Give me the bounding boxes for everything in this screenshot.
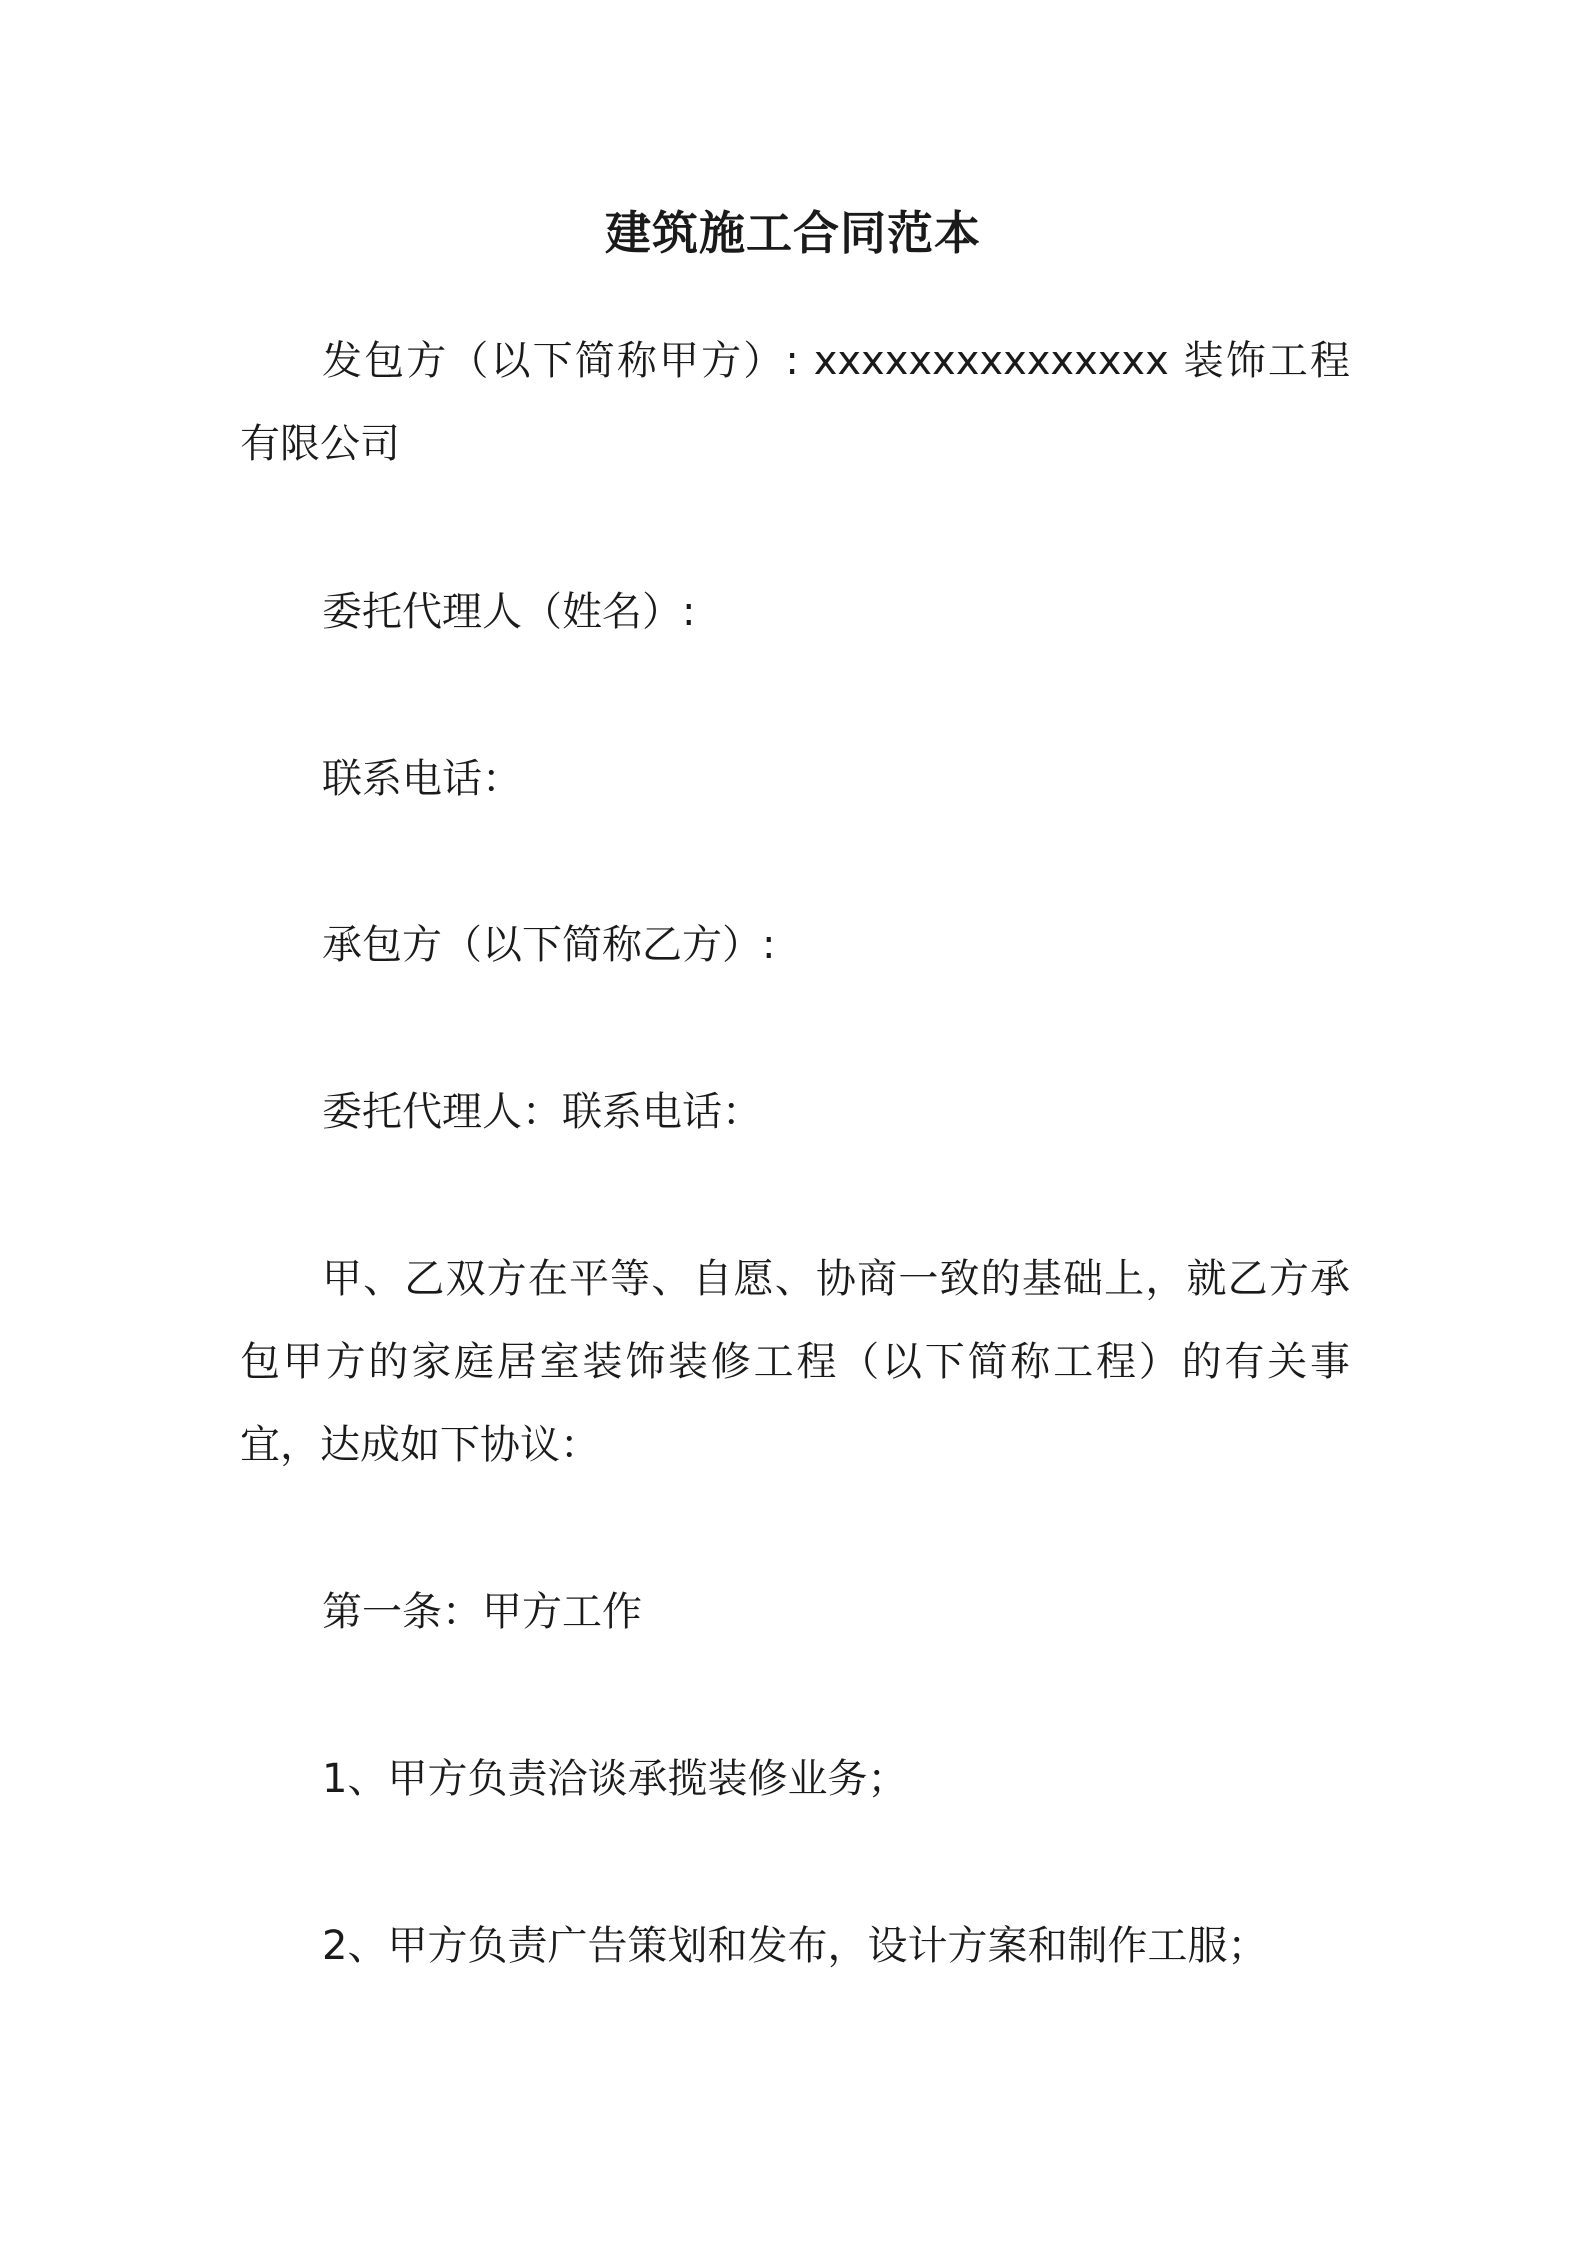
paragraph-agreement: 甲、乙双方在平等、自愿、协商一致的基础上，就乙方承包甲方的家庭居室装饰装修工程（以下简称工程）的有关事宜，达成如下协议： bbox=[240, 1256, 1350, 1468]
paragraph-contractor: 承包方（以下简称乙方）: bbox=[322, 922, 776, 968]
list-item: 2、甲方负责广告策划和发布，设计方案和制作工服； bbox=[322, 1923, 1268, 1969]
paragraph-employer-agent: 委托代理人（姓名）: bbox=[322, 589, 696, 635]
article-one-heading: 第一条：甲方工作 bbox=[322, 1589, 642, 1635]
list-item: 1、甲方负责洽谈承揽装修业务； bbox=[322, 1756, 908, 1802]
paragraph-employer-phone: 联系电话： bbox=[322, 756, 522, 802]
paragraph-contractor-agent: 委托代理人：联系电话： bbox=[322, 1089, 762, 1135]
document-title: 建筑施工合同范本 bbox=[605, 206, 981, 260]
paragraph-employer: 发包方（以下简称甲方）: xxxxxxxxxxxxxxx 装饰工程有限公司 bbox=[240, 338, 1350, 467]
